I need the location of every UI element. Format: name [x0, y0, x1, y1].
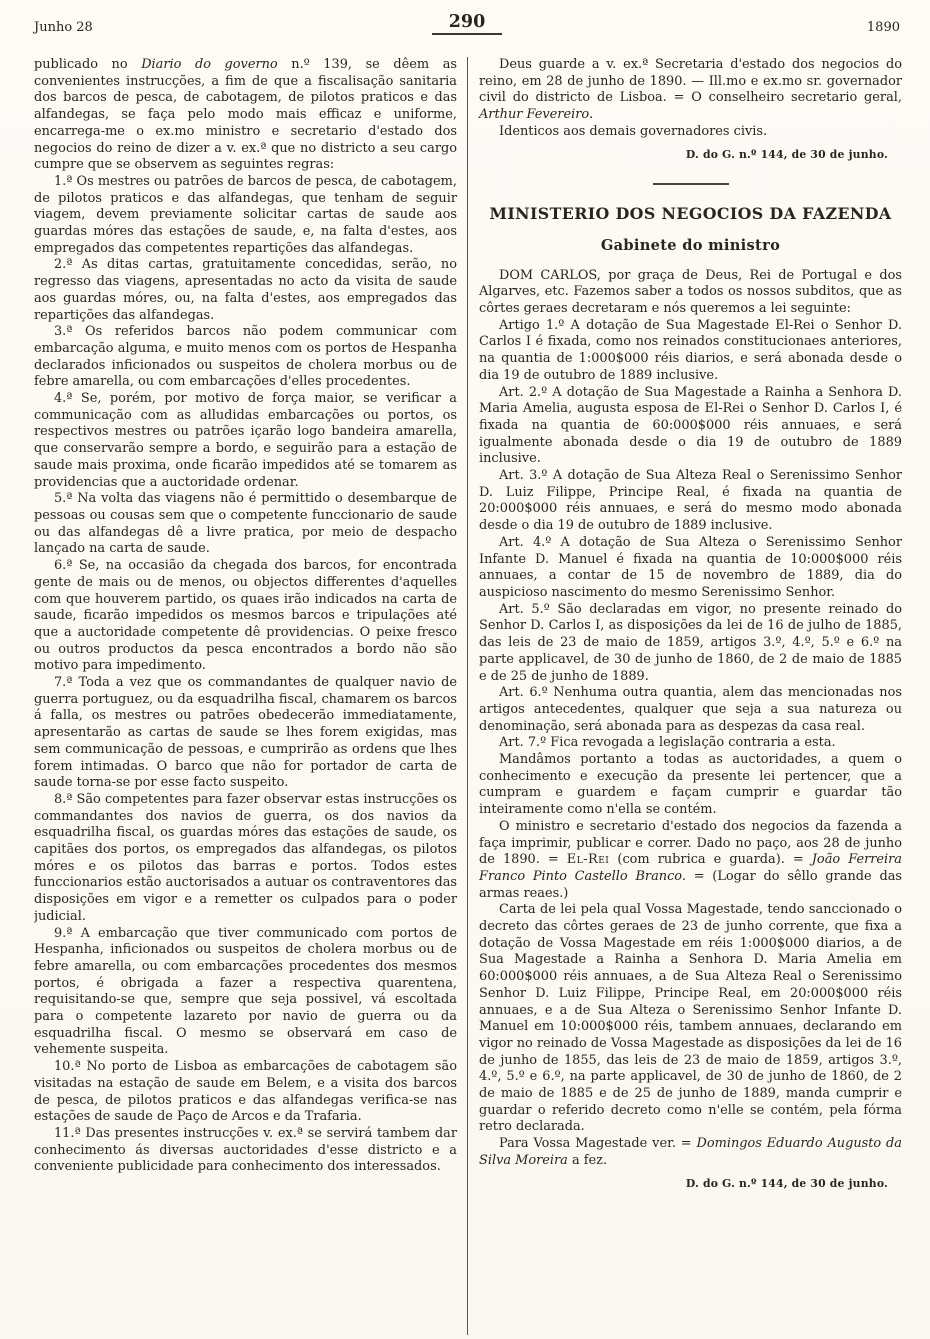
rule-paragraph-3: 3.ª Os referidos barcos não podem communicar com embarcação alguma, e muito menos com os portos de Hespanha declarados inficionados ou suspeitos de cholera morbus ou de febre amarella, ou com embarcações d'elles procedentes. [34, 324, 457, 390]
identicos-line: Identicos aos demais governadores civis. [498, 123, 768, 139]
signature-text-pre: Para Vossa Magestade ver. = [498, 1136, 697, 1152]
law-mandamus-paragraph: Mandâmos portanto a todas as auctoridades, a quem o conhecimento e execução da presente lei pertencer, que a cumpram e guardem e façam cumprir e guardar tão inteiramente como n'ella se contém. [479, 752, 902, 818]
promulgation-paragraph [479, 819, 902, 903]
promulgation-text-post: = (Logar do sêllo grande das armas reaes.) [479, 868, 902, 901]
rule-paragraph-6: 6.ª Se, na occasião da chegada dos barcos, for encontrada gente de mais ou de menos, ou objectos differentes d'aquelles com que houverem partido, os quaes irão indicados na carta de saude, ficarão impedidos os mesmos barcos e tripulações até que a auctoridade competente dê providencias. O peixe fresco ou outros productos da pesca encontrados a bordo não são motivo para impedimento. [34, 558, 457, 674]
opening-text-post: n.º 139, se dêem as convenientes instrucções, a fim de que a fiscalisação sanitaria dos barcos de pesca, de cabotagem, de pilotos praticos e das alfandegas, se faça pelo modo mais efficaz e uniforme, encarrega-me o ex.mo ministro e secretario d'estado dos negocios do reino de dizer a v. ex.ª que no districto a seu cargo cumpre que se observem as seguintes regras: [34, 57, 457, 173]
cabinet-subheading: Gabinete do ministro [600, 236, 781, 254]
opening-paragraph [34, 57, 457, 174]
el-rei-smallcaps: El-Rei [566, 852, 610, 868]
gazette-title-italic: Diario do governo [141, 57, 278, 72]
law-preamble-paragraph: DOM CARLOS, por graça de Deus, Rei de Portugal e dos Algarves, etc. Fazemos saber a todos os nossos subditos, que as côrtes geraes decretaram e nós queremos a lei seguinte: [479, 267, 902, 317]
rule-paragraph-5: 5.ª Na volta das viagens não é permittido o desembarque de pessoas ou cousas sem que o competente funccionario de saude ou das alfandegas dê a livre pratica, por meio de despacho lançado na carta de saude. [34, 491, 457, 557]
promulgation-text-pre: O ministro e secretario d'estado dos negocios da fazenda a faça imprimir, publicar e correr. Dado no paço, aos 28 de junho de 1890. = [479, 818, 902, 868]
law-article-1: Artigo 1.º A dotação de Sua Magestade El-Rei o Senhor D. Carlos I é fixada, como nos reinados constitucionaes anteriores, na quantia de 1:000$000 réis diarios, e será abonada desde o dia 19 de outubro de 1889 inclusive. [479, 317, 902, 383]
rule-paragraph-4: 4.ª Se, porém, por motivo de força maior, se verificar a communicação com as alludidas embarcações ou portos, os respectivos mestres ou patrões içarão logo bandeira amarella, que conservarão sempre a bordo, e seguirão para a estação de saude mais proxima, onde ficarão impedidos até se tomarem as providencias que a auctoridade ordenar. [34, 391, 457, 490]
page-number-wrap [164, 12, 770, 35]
law-article-5: Art. 5.º São declaradas em vigor, no presente reinado do Senhor D. Carlos I, as disposições da lei de 16 de julho de 1885, das leis de 23 de maio de 1859, artigos 3.º, 4.º, 5.º e 6.º na parte applicavel, de 30 de junho de 1860, de 2 de maio de 1885 e de 25 de junho de 1889. [479, 601, 902, 684]
page-number: 290 [432, 12, 503, 35]
closing-paragraph [479, 57, 902, 124]
carta-de-lei-paragraph: Carta de lei pela qual Vossa Magestade, tendo sanccionado o decreto das côrtes geraes de 23 de junho corrente, que fixa a dotação de Vossa Magestade em réis 1:000$000 diarios, a de Sua Magestade a Rainha a Senhora D. Maria Amelia em 60:000$000 réis annuaes, a de Sua Alteza Real o Serenissimo Senhor D. Luiz Filippe, Principe Real, em 20:000$000 réis annuaes, e a de Sua Alteza o Serenissimo Senhor Infante D. Manuel em 10:000$000 réis, tambem annuaes, declarando em vigor no reinado de Vossa Magestade as disposições da lei de 16 de junho de 1855, das leis de 23 de maio de 1859, artigos 3.º, 4.º, 5.º e 6.º, na parte applicavel, de 30 de junho de 1860, de 2 de maio de 1885 e de 25 de junho de 1889, manda cumprir e guardar o referido decreto como n'elle se contém, pela fórma retro declarada. [479, 902, 902, 1135]
clerk-name-italic: Domingos Eduardo Augusto da Silva Moreira [479, 1136, 902, 1168]
rule-paragraph-8: 8.ª São competentes para fazer observar estas instrucções os commandantes dos navios de guerra, os dos navios da esquadrilha fiscal, os guardas móres das estações de saude, os capitães dos portos, os empregados das alfandegas, os pilotos móres e os pilotos das barras e portos. Todos estes funccionarios estão auctorisados a autuar os contraventores das disposições em vigor e a remetter os culpados para o poder judicial. [34, 791, 457, 924]
ministry-heading: MINISTERIO DOS NEGOCIOS DA FAZENDA [489, 204, 892, 224]
text-columns [34, 57, 902, 1335]
rule-paragraph-2: 2.ª As ditas cartas, gratuitamente concedidas, serão, no regresso das viagens, apresentadas no acto da visita de saude aos guardas móres, ou, na falta d'estes, aos empregados das repartições das alfandegas. [34, 257, 457, 323]
rule-paragraph-1: 1.ª Os mestres ou patrões de barcos de pesca, de cabotagem, de pilotos praticos e das alfandegas, que tenham de seguir viagem, devem previamente solicitar cartas de saude aos guardas móres das estações de saude, e, na falta d'estes, aos empregados das competentes repartições das alfandegas. [34, 173, 457, 256]
opening-text-pre: publicado no [34, 57, 142, 72]
secretary-name-italic: Arthur Fevereiro [479, 107, 590, 123]
minister-name-italic: João Ferreira Franco Pinto Castello Branco. [479, 852, 902, 884]
closing-text-pre: Deus guarde a v. ex.ª Secretaria d'estado dos negocios do reino, em 28 de junho de 1890. — Ill.mo e ex.mo sr. governador civil do districto de Lisboa. = O conselheiro secretario geral, [479, 57, 902, 106]
rule-paragraph-9: 9.ª A embarcação que tiver communicado com portos de Hespanha, inficionados ou suspeitos de cholera morbus ou de febre amarella, ou com embarcações procedentes dos mesmos portos, é obrigada a fazer a respectiva quarentena, requisitando-se que, sempre que seja possivel, vá escoltada para o competente lazareto por navio de guerra ou da esquadrilha fiscal. O mesmo se observará em caso de vehemente suspeita. [34, 925, 457, 1058]
law-article-4: Art. 4.º A dotação de Sua Alteza o Serenissimo Senhor Infante D. Manuel é fixada na quantia de 10:000$000 réis annuaes, a contar de 15 de novembro de 1889, dia do auspicioso nascimento do mesmo Serenissimo Senhor. [479, 534, 902, 600]
law-article-6: Art. 6.º Nenhuma outra quantia, alem das mencionadas nos artigos antecedentes, qualquer que seja a sua natureza ou denominação, será abonada para as despezas da casa real. [479, 685, 902, 734]
header-year: 1890 [866, 20, 900, 35]
law-article-7: Art. 7.º Fica revogada a legislação contraria a esta. [498, 735, 836, 751]
signature-text-post: a fez. [567, 1152, 608, 1168]
header-date: Junho 28 [34, 20, 93, 35]
section-separator [653, 183, 729, 185]
page-header [34, 12, 900, 35]
right-column [467, 57, 902, 1335]
rule-paragraph-11: 11.ª Das presentes instrucções v. ex.ª se servirá tambem dar conhecimento ás diversas auctoridades d'esse districto e a conveniente publicidade para conhecimento dos interessados. [34, 1126, 457, 1175]
signature-paragraph [479, 1136, 902, 1169]
gazette-source-note-1: D. do G. n.º 144, de 30 de junho. [685, 147, 888, 161]
rule-paragraph-10: 10.ª No porto de Lisboa as embarcações de cabotagem são visitadas na estação de saude em Belem, e a visita dos barcos de pesca, de pilotos praticos e das alfandegas verifica-se nas estações de saude de Paço de Arcos e da Trafaria. [34, 1059, 457, 1125]
promulgation-text-mid: (com rubrica e guarda). = [609, 852, 812, 868]
rule-paragraph-7: 7.ª Toda a vez que os commandantes de qualquer navio de guerra portuguez, ou da esquadrilha fiscal, chamarem os barcos á falla, os mestres ou patrões obedecerão immediatamente, apresentarão as cartas de saude se lhes forem exigidas, mas sem communicação de pessoas, e cumprirão as ordens que lhes forem intimadas. O barco que não for portador de carta de saude torna-se por esse facto suspeito. [34, 675, 457, 791]
closing-text-post: . [589, 107, 594, 123]
left-column [34, 57, 467, 1335]
law-article-2: Art. 2.º A dotação de Sua Magestade a Rainha a Senhora D. Maria Amelia, augusta esposa de El-Rei o Senhor D. Carlos I, é fixada na quantia de 60:000$000 réis annuaes, e será igualmente abonada desde o dia 19 de outubro de 1889 inclusive. [479, 384, 902, 467]
gazette-source-note-2: D. do G. n.º 144, de 30 de junho. [685, 1176, 888, 1190]
law-article-3: Art. 3.º A dotação de Sua Alteza Real o Serenissimo Senhor D. Luiz Filippe, Principe Real, é fixada na quantia de 20:000$000 réis annuaes, e será do mesmo modo abonada desde o dia 19 de outubro de 1889 inclusive. [479, 468, 902, 534]
